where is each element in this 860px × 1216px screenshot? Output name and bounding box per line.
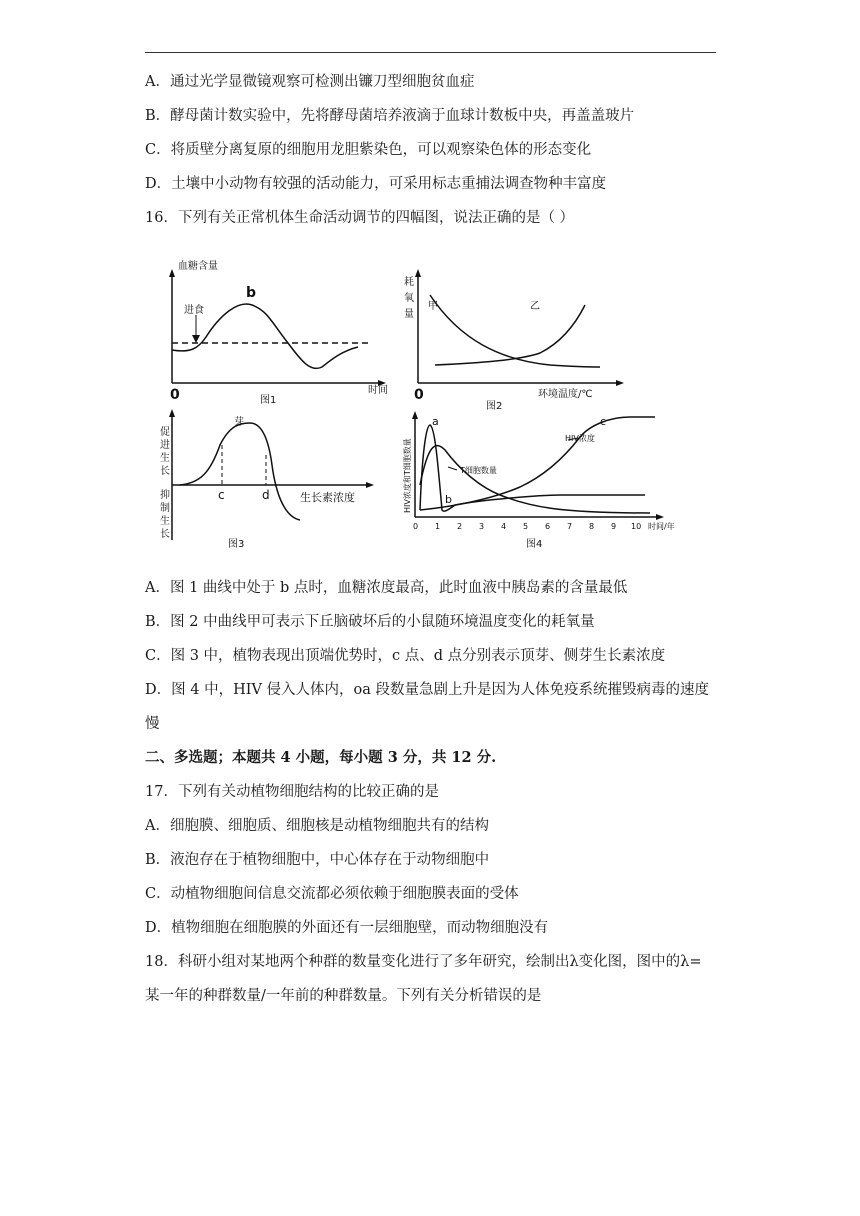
q16-figures — [160, 255, 690, 555]
q15-option-c: C．将质壁分离复原的细胞用龙胆紫染色，可以观察染色体的形态变化 — [145, 142, 592, 158]
fig1-ylabel: 血糖含量 — [178, 261, 218, 272]
fig3-label-top: 芽 — [234, 417, 244, 428]
fig4-tick: 2 — [457, 522, 463, 531]
fig1-origin: 0 — [170, 387, 180, 403]
fig4-tick: 8 — [589, 522, 595, 531]
fig4-hiv-label: HIV浓度 — [565, 434, 595, 443]
q17-option-d: D．植物细胞在细胞膜的外面还有一层细胞壁，而动物细胞没有 — [145, 920, 549, 936]
fig2-curve-yi: 乙 — [530, 301, 540, 312]
q15-option-a: A．通过光学显微镜观察可检测出镰刀型细胞贫血症 — [145, 74, 475, 90]
fig2-ylabel-1: 耗 — [404, 277, 414, 288]
q17-stem: 17．下列有关动植物细胞结构的比较正确的是 — [145, 784, 439, 800]
fig3-inhibit-4: 长 — [160, 529, 170, 540]
header-rule — [145, 52, 716, 53]
fig4-tick: 6 — [545, 522, 551, 531]
fig4-a: a — [432, 415, 439, 428]
fig3-promote-3: 生 — [160, 453, 170, 464]
fig3-c: c — [218, 488, 225, 502]
fig4-tick: 4 — [501, 522, 507, 531]
fig4-tick: 0 — [413, 522, 419, 531]
fig4-c: c — [600, 415, 607, 428]
q16-option-d: D．图 4 中，HIV 侵入人体内，oa 段数量急剧上升是因为人体免疫系统摧毁病毒的速度 — [145, 682, 710, 698]
fig2-caption: 图2 — [486, 401, 503, 412]
fig4-tick: 3 — [479, 522, 485, 531]
fig2-ylabel-3: 量 — [404, 309, 414, 320]
section2-header: 二、多选题；本题共 4 小题，每小题 3 分，共 12 分. — [145, 749, 497, 766]
q17-option-c: C．动植物细胞间信息交流都必须依赖于细胞膜表面的受体 — [145, 886, 519, 902]
q17-option-b: B．液泡存在于植物细胞中，中心体存在于动物细胞中 — [145, 852, 490, 868]
fig3-promote-1: 促 — [160, 427, 170, 438]
fig3-d: d — [262, 488, 270, 502]
figure-2 — [418, 273, 620, 383]
fig2-origin: 0 — [414, 387, 424, 403]
fig3-inhibit-1: 抑 — [160, 490, 170, 501]
fig4-b: b — [445, 493, 452, 506]
fig1-caption: 图1 — [260, 395, 277, 406]
fig4-tick: 5 — [523, 522, 529, 531]
q16-option-b: B．图 2 中曲线甲可表示下丘脑破坏后的小鼠随环境温度变化的耗氧量 — [145, 614, 595, 630]
q18-stem-line2: 某一年的种群数量/一年前的种群数量。下列有关分析错误的是 — [145, 988, 542, 1004]
fig3-promote-2: 进 — [160, 440, 170, 451]
figure-3 — [172, 413, 370, 540]
fig4-tick: 1 — [435, 522, 441, 531]
fig3-inhibit-3: 生 — [160, 516, 170, 527]
q15-option-d: D．土壤中小动物有较强的活动能力，可采用标志重捕法调查物种丰富度 — [145, 176, 607, 192]
fig2-ylabel-2: 氧 — [404, 293, 414, 304]
q18-stem-line1: 18．科研小组对某地两个种群的数量变化进行了多年研究，绘制出λ变化图，图中的λ= — [145, 954, 702, 970]
figure-1 — [172, 273, 382, 383]
fig4-tick: 10 — [631, 522, 642, 531]
fig4-tick: 7 — [567, 522, 573, 531]
fig3-promote-4: 长 — [160, 466, 170, 477]
fig4-xlabel: 时间/年 — [648, 522, 675, 531]
q15-option-b: B．酵母菌计数实验中，先将酵母菌培养液滴于血球计数板中央，再盖盖玻片 — [145, 108, 635, 124]
fig1-point-b: b — [246, 285, 257, 301]
fig2-xlabel: 环境温度/℃ — [538, 389, 593, 400]
fig2-curve-jia: 甲 — [428, 301, 438, 312]
fig1-arrow-label: 进食 — [184, 305, 204, 316]
fig3-caption: 图3 — [228, 539, 245, 550]
q16-option-c: C．图 3 中，植物表现出顶端优势时，c 点、d 点分别表示顶芽、侧芽生长素浓度 — [145, 648, 666, 664]
q16-stem: 16．下列有关正常机体生命活动调节的四幅图，说法正确的是（ ） — [145, 210, 575, 226]
fig4-tick: 9 — [611, 522, 617, 531]
fig3-xlabel: 生长素浓度 — [300, 491, 355, 504]
fig1-xlabel: 时间 — [368, 385, 388, 396]
q17-option-a: A．细胞膜、细胞质、细胞核是动植物细胞共有的结构 — [145, 818, 489, 834]
fig4-t-label: T细胞数量 — [460, 466, 497, 475]
fig4-ylabel: HIV浓度和T细胞数量 — [403, 438, 412, 513]
q16-option-a: A．图 1 曲线中处于 b 点时，血糖浓度最高，此时血液中胰岛素的含量最低 — [145, 580, 628, 596]
fig3-inhibit-2: 制 — [160, 503, 170, 514]
q16-option-d-cont: 慢 — [145, 716, 160, 732]
fig4-caption: 图4 — [526, 539, 543, 550]
